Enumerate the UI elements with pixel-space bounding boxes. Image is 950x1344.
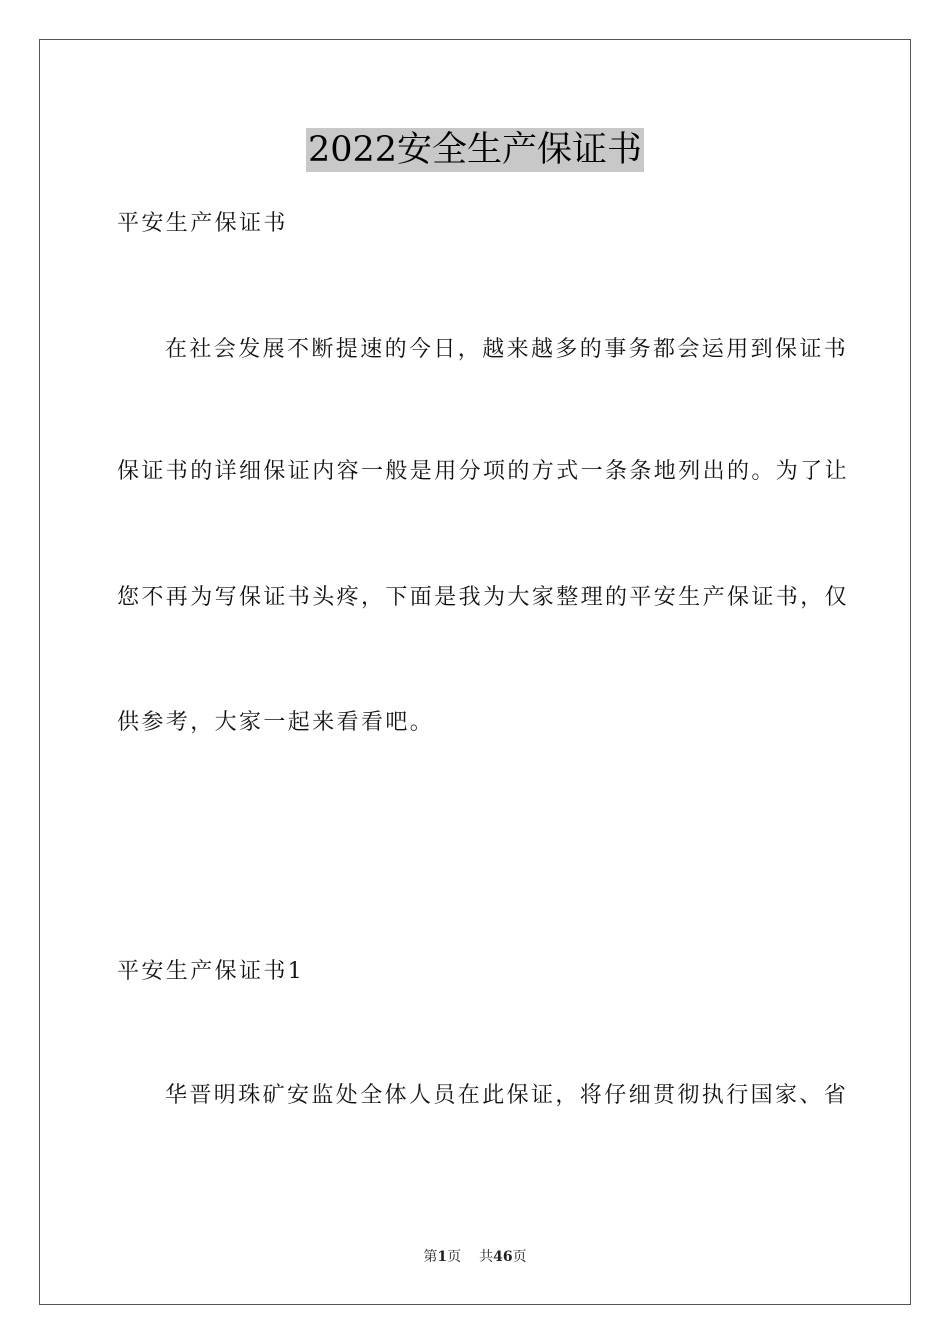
paragraph-line: 您不再为写保证书头疼，下面是我为大家整理的平安生产保证书，仅 — [117, 585, 850, 610]
paragraph-line: 保证书的详细保证内容一般是用分项的方式一条条地列出的。为了让 — [117, 459, 850, 484]
footer-page-prefix: 第 — [423, 1249, 438, 1265]
page-footer — [0, 1247, 950, 1267]
paragraph-line: 在社会发展不断提速的今日，越来越多的事务都会运用到保证书 — [165, 337, 849, 362]
section-heading: 平安生产保证书1 — [117, 959, 305, 984]
title-container — [0, 128, 950, 172]
paragraph-line: 供参考，大家一起来看看吧。 — [117, 710, 435, 735]
document-subtitle: 平安生产保证书 — [117, 211, 288, 236]
footer-page-number: 1 — [437, 1249, 448, 1265]
paragraph-line: 华晋明珠矿安监处全体人员在此保证，将仔细贯彻执行国家、省 — [165, 1083, 849, 1108]
footer-total-pages: 46 — [493, 1249, 513, 1265]
footer-page-suffix: 页 — [447, 1249, 462, 1265]
footer-total-prefix: 共 — [479, 1249, 494, 1265]
footer-total-suffix: 页 — [512, 1249, 527, 1265]
document-title: 2022安全生产保证书 — [307, 130, 643, 170]
